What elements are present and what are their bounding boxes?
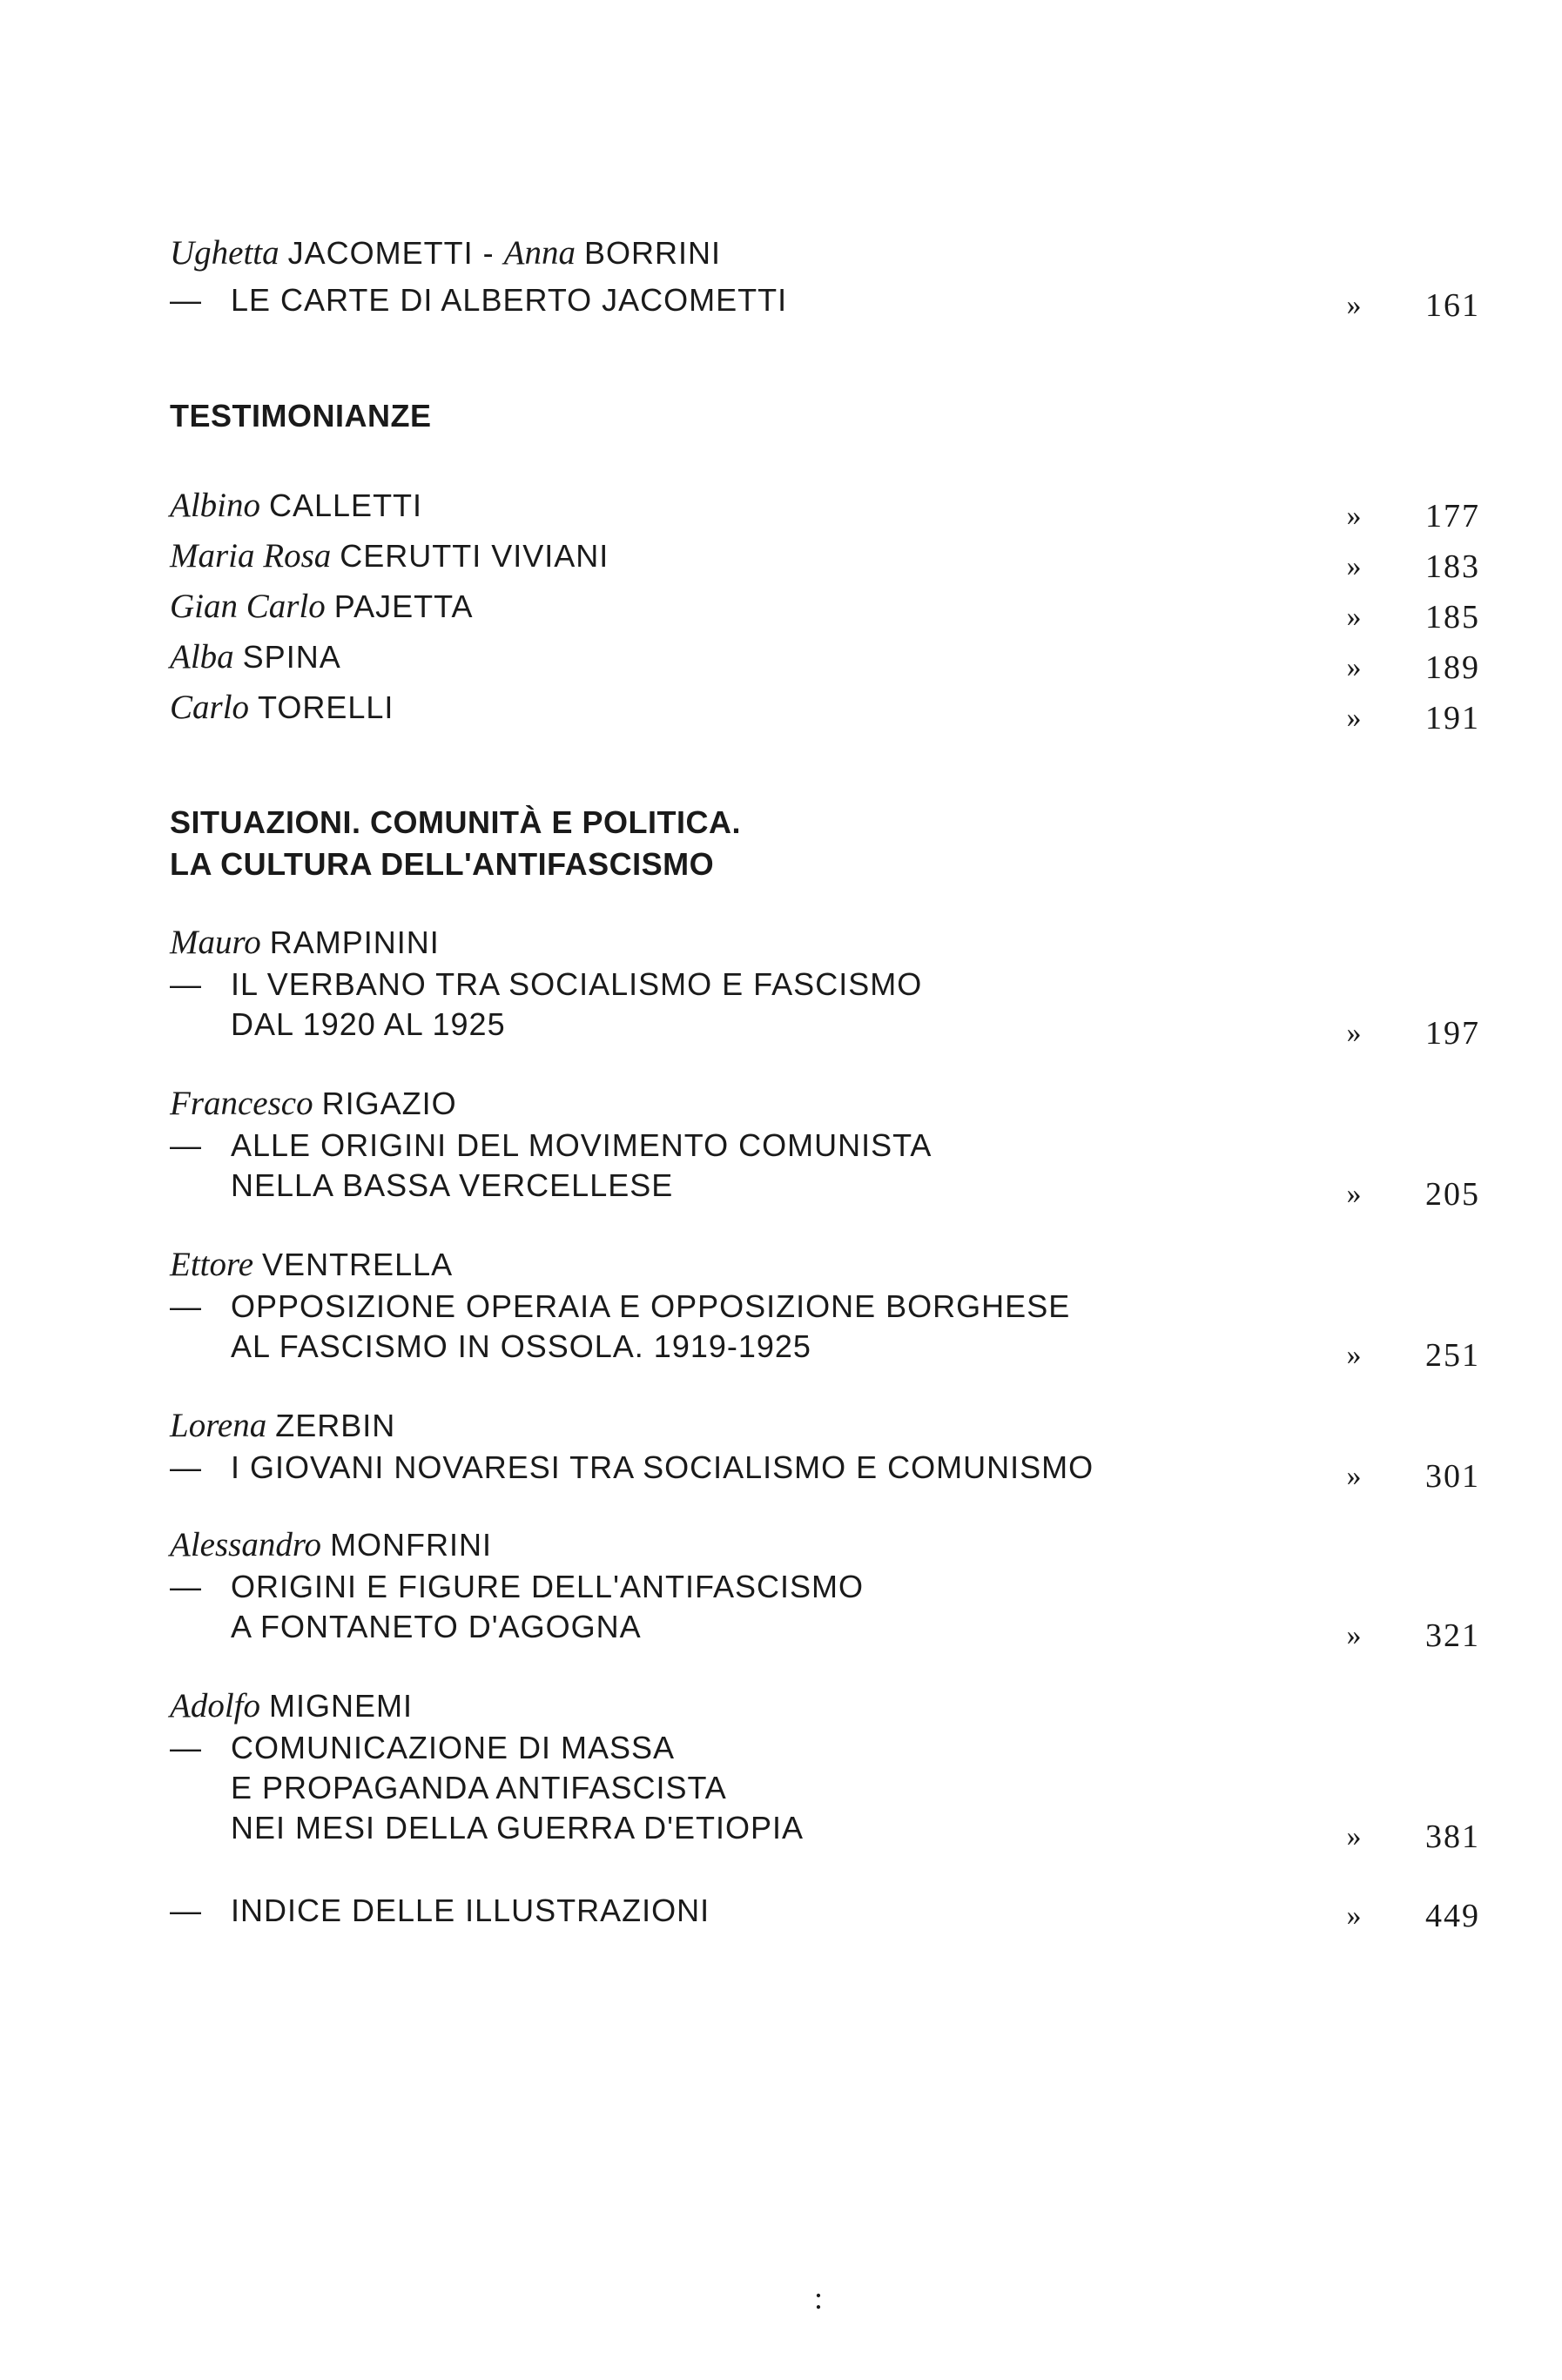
page-marker: »: [1346, 500, 1362, 532]
author-last-name: CALLETTI: [269, 487, 423, 523]
section-heading: LA CULTURA DELL'ANTIFASCISMO: [170, 846, 715, 882]
page-number: 251: [1425, 1337, 1480, 1374]
author-last-name: PAJETTA: [333, 588, 474, 624]
toc-title: LE CARTE DI ALBERTO JACOMETTI: [231, 282, 788, 318]
author-last-name: RIGAZIO: [321, 1086, 457, 1121]
author-last-name: TORELLI: [258, 689, 394, 725]
page-number: 321: [1425, 1617, 1480, 1654]
page-marker: »: [1346, 1017, 1362, 1049]
toc-author: [170, 1245, 1258, 1285]
section-heading: SITUAZIONI. COMUNITÀ E POLITICA.: [170, 804, 741, 840]
toc-title: OPPOSIZIONE OPERAIA E OPPOSIZIONE BORGHESE: [231, 1288, 1071, 1324]
author-last-name: CERUTTI VIVIANI: [340, 538, 609, 574]
toc-title: NEI MESI DELLA GUERRA D'ETIOPIA: [231, 1810, 805, 1846]
toc-author: [170, 536, 1258, 576]
toc-author: [170, 1084, 1258, 1124]
page-marker: »: [1346, 651, 1362, 683]
toc-author: [170, 923, 1258, 963]
page-number: 197: [1425, 1015, 1480, 1052]
toc-title: ALLE ORIGINI DEL MOVIMENTO COMUNISTA: [231, 1127, 932, 1163]
author-last-name: RAMPININI: [269, 924, 440, 960]
page-number: 381: [1425, 1819, 1480, 1855]
toc-title: E PROPAGANDA ANTIFASCISTA: [231, 1770, 727, 1805]
toc-author: [170, 1406, 1258, 1446]
page-number: 449: [1425, 1898, 1480, 1934]
em-dash: —: [170, 1893, 201, 1928]
author-first-name: Alessandro: [170, 1526, 322, 1563]
author-first-name: Albino: [170, 487, 260, 524]
toc-author: [170, 233, 1258, 273]
toc-title: I GIOVANI NOVARESI TRA SOCIALISMO E COMUNISMO: [231, 1449, 1094, 1485]
author-first-name: Alba: [170, 638, 234, 676]
toc-title: INDICE DELLE ILLUSTRAZIONI: [231, 1893, 710, 1928]
em-dash: —: [170, 966, 201, 1002]
em-dash: —: [170, 1449, 201, 1485]
author-separator: -: [473, 235, 504, 271]
page-marker: »: [1346, 289, 1362, 321]
toc-title: COMUNICAZIONE DI MASSA: [231, 1730, 676, 1765]
toc-title: AL FASCISMO IN OSSOLA. 1919-1925: [231, 1328, 811, 1364]
author-first-name: Lorena: [170, 1407, 267, 1444]
page-number: 177: [1425, 498, 1480, 534]
author-last-name: VENTRELLA: [262, 1247, 454, 1282]
page-marker: »: [1346, 1619, 1362, 1651]
page-marker: »: [1346, 1178, 1362, 1210]
page-marker: »: [1346, 601, 1362, 633]
author-first-name: Anna: [503, 234, 576, 272]
page-number: 301: [1425, 1458, 1480, 1495]
author-first-name: Adolfo: [170, 1687, 260, 1724]
page-marker: »: [1346, 1339, 1362, 1371]
toc-title: NELLA BASSA VERCELLESE: [231, 1167, 674, 1203]
page-number: 191: [1425, 700, 1480, 736]
toc-author: [170, 587, 1258, 627]
author-last-name: BORRINI: [583, 235, 721, 271]
author-first-name: Francesco: [170, 1085, 313, 1122]
section-heading: TESTIMONIANZE: [170, 398, 432, 434]
author-first-name: Ughetta: [170, 234, 279, 272]
em-dash: —: [170, 1288, 201, 1324]
toc-author: [170, 1686, 1258, 1726]
toc-author: [170, 486, 1258, 526]
page-marker: »: [1346, 1820, 1362, 1852]
page-marker: »: [1346, 702, 1362, 734]
author-first-name: Mauro: [170, 924, 261, 961]
toc-title: IL VERBANO TRA SOCIALISMO E FASCISMO: [231, 966, 923, 1002]
toc-title: DAL 1920 AL 1925: [231, 1006, 506, 1042]
author-last-name: MIGNEMI: [269, 1688, 413, 1724]
em-dash: —: [170, 282, 201, 318]
author-last-name: SPINA: [242, 639, 341, 675]
page-number: 205: [1425, 1176, 1480, 1213]
toc-author: [170, 1525, 1258, 1565]
toc-author: [170, 637, 1258, 677]
author-first-name: Gian Carlo: [170, 588, 326, 625]
toc-title: ORIGINI E FIGURE DELL'ANTIFASCISMO: [231, 1569, 864, 1604]
author-last-name: MONFRINI: [330, 1527, 493, 1563]
author-first-name: Ettore: [170, 1246, 254, 1283]
author-last-name: ZERBIN: [275, 1408, 396, 1443]
page-number: 183: [1425, 548, 1480, 585]
em-dash: —: [170, 1730, 201, 1765]
page-number: 189: [1425, 649, 1480, 686]
folio-mark: :: [813, 2281, 823, 2316]
toc-title: A FONTANETO D'AGOGNA: [231, 1609, 642, 1644]
em-dash: —: [170, 1127, 201, 1163]
page-number: 161: [1425, 287, 1480, 324]
page-number: 185: [1425, 599, 1480, 635]
author-last-name: JACOMETTI: [287, 235, 474, 271]
author-first-name: Maria Rosa: [170, 537, 332, 575]
author-first-name: Carlo: [170, 689, 250, 726]
page-marker: »: [1346, 1460, 1362, 1492]
page-marker: »: [1346, 1899, 1362, 1932]
em-dash: —: [170, 1569, 201, 1604]
page-marker: »: [1346, 550, 1362, 582]
toc-author: [170, 688, 1258, 728]
